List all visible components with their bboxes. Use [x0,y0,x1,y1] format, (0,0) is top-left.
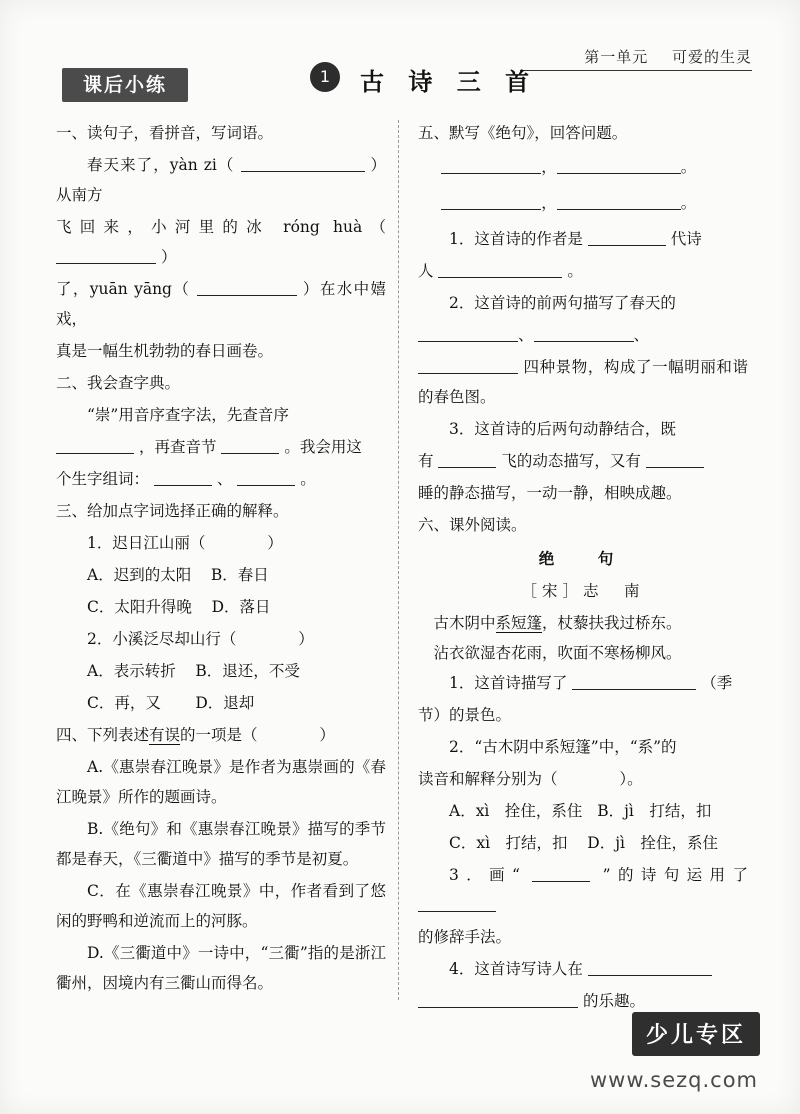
exercise-6-q3c: 的修辞手法。 [418,928,512,946]
answer-blank[interactable] [56,248,156,264]
site-url: www.sezq.com [589,1068,758,1092]
period: 。 [300,470,316,488]
answer-blank[interactable] [588,960,712,976]
section-badge-label: 课后小练 [82,74,167,96]
answer-blank[interactable] [418,326,518,342]
answer-blank[interactable] [418,358,518,374]
left-column [56,118,386,1000]
dictation-line-2[interactable]: ， 。 [418,188,748,218]
exercise-4-heading-a: 四、下列表述 [56,726,150,744]
dictation-line-1[interactable]: ， 。 [418,152,748,182]
exercise-1-line3b: ）在水中嬉戏， [56,280,386,328]
header-theme: 可爱的生灵 [671,48,752,66]
exercise-5-q3b: 有 [418,452,434,470]
answer-blank[interactable] [438,262,562,278]
exercise-2-line1: “崇”用音序查字法，先查音序 [87,406,289,424]
header-unit: 第一单元 [584,48,649,66]
exercise-4-optionC[interactable]: C．在《惠崇春江晚景》中，作者看到了悠闲的野鸭和逆流而上的河豚。 [56,882,386,930]
answer-blank[interactable] [646,452,704,468]
brand-watermark: 少儿专区 [632,1012,760,1056]
page-title: 古 诗 三 首 [360,67,538,96]
header-rule [520,70,752,71]
exercise-6-q4a: 4．这首诗写诗人在 [449,960,583,978]
exercise-3-q2: 2．小溪泛尽却山行（ [87,630,237,648]
exercise-3-q1-optionC[interactable]: C．太阳升得晚 [87,598,192,616]
exercise-5-q1c: 人 [418,262,434,280]
exercise-1-line4: 真是一幅生机勃勃的春日画卷。 [56,342,274,360]
exercise-2-line2a: ，再查音节 [138,438,217,456]
exercise-5-q2-tail: 四种景物，构成了一幅明丽和谐的春色图。 [418,358,748,406]
exercise-6-q1a: 1．这首诗描写了 [449,674,568,692]
exercise-6-q4b: 的乐趣。 [582,992,645,1010]
exercise-1-line1a: 春天来了，yàn zi（ [87,156,235,174]
exercise-5-q3c: 飞的动态描写，又有 [501,452,641,470]
column-divider [398,120,399,1000]
sep-dunhao: 、 [216,470,233,488]
exercise-1-line2b: ） [160,248,177,266]
exercise-4-optionA[interactable]: A.《惠崇春江晚景》是作者为惠崇画的《春江晚景》所作的题画诗。 [56,758,386,806]
paren-close: ） [267,534,283,552]
poem-author: ［宋］志 南 [521,582,645,600]
answer-blank[interactable] [237,470,295,486]
exercise-2-line2b: 。我会用这 [284,438,362,456]
exercise-4-heading-c: 的一项是（ [180,726,258,744]
exercise-5-q2: 2．这首诗的前两句描写了春天的 [449,294,676,312]
exercise-3-q2-optionB[interactable]: B．退还，不受 [195,662,300,680]
answer-blank[interactable] [418,992,578,1008]
exercise-1-line3a: 了，yuān yāng（ [56,280,191,298]
paren-close: ） [298,630,314,648]
exercise-4-optionD[interactable]: D.《三衢道中》一诗中，“三衢”指的是浙江衢州，因境内有三衢山而得名。 [56,944,386,992]
exercise-1-line2a: 飞回来，小河里的冰 róng huà（ [56,218,386,236]
exercise-3-q2-optionC[interactable]: C．再，又 [87,694,161,712]
answer-blank[interactable] [572,674,696,690]
answer-blank[interactable] [221,438,279,454]
exercise-5-heading: 五、默写《绝句》，回答问题。 [418,124,628,142]
exercise-1-heading: 一、读句子，看拼音，写词语。 [56,124,274,142]
exercise-4-optionB[interactable]: B.《绝句》和《惠崇春江晚景》描写的季节都是春天，《三衢道中》描写的季节是初夏。 [56,820,386,868]
exercise-5-q1b: 代诗 [670,230,702,248]
exercise-6-q2-optionB[interactable]: B．jì 打结，扣 [597,802,712,820]
exercise-3-q2-optionA[interactable]: A．表示转折 [87,662,176,680]
exercise-3-q1: 1．迟日江山丽（ [87,534,206,552]
exercise-2-line3: 个生字组词： [56,470,150,488]
exercise-3-q1-optionD[interactable]: D．落日 [211,598,271,616]
section-badge [62,68,188,102]
page-header [584,46,752,67]
poem-line-1: 古木阴中系短篷，杖藜扶我过桥东。 [433,614,682,632]
answer-blank[interactable] [534,326,634,342]
exercise-5-q1a: 1．这首诗的作者是 [449,230,583,248]
exercise-6-q2-optionD[interactable]: D．jì 拴住，系住 [587,834,718,852]
answer-blank[interactable] [441,158,541,174]
exercise-3-heading: 三、给加点字词选择正确的解释。 [56,502,289,520]
exercise-6-q2-optionC[interactable]: C．xì 打结，扣 [449,834,568,852]
answer-blank[interactable] [557,194,681,210]
exercise-4-heading-emphasis: 有误 [149,726,181,744]
exercise-6-q2-optionA[interactable]: A．xì 拴住，系住 [449,802,583,820]
exercise-6-q2c: ）。 [619,770,643,788]
exercise-5-q1d: 。 [567,262,583,280]
answer-blank[interactable] [154,470,212,486]
answer-blank[interactable] [532,866,590,882]
exercise-2-heading: 二、我会查字典。 [56,374,181,392]
answer-blank[interactable] [241,156,365,172]
lesson-number: 1 [310,62,340,92]
exercise-3-q1-optionB[interactable]: B．春日 [210,566,269,584]
exercise-3-q2-optionD[interactable]: D．退却 [195,694,255,712]
exercise-6-heading: 六、课外阅读。 [418,516,527,534]
answer-blank[interactable] [56,438,134,454]
exercise-3-q1-optionA[interactable]: A．迟到的太阳 [87,566,192,584]
exercise-6-q1b-tail: 节）的景色。 [418,706,512,724]
answer-blank[interactable] [557,158,681,174]
exercise-6-q2b: 读音和解释分别为（ [418,770,558,788]
answer-blank[interactable] [588,230,666,246]
poem-title: 绝 句 [538,549,628,568]
right-column: 五、默写《绝句》，回答问题。 ， 。 ， 。 1．这首诗的作者是 代诗 人 。 2．这首诗的前两句描写了春天的 、 、 四种景物，构成了一幅明丽和谐的春色图。 3．这首诗的后两句动静结合，既 有 飞的动态描写，又有 睡的静态描写，一动一静，相映成趣。 六、课外阅读。 绝 句 ［宋］志 南 古木阴中系短篷，杖藜扶我过桥东。 沾衣欲湿杏花雨，吹面不寒杨柳风。 1．这首诗描写了 （季 节）的景色。 2．“古木阴中系短篷”中，“系”的 读音和解释分别为（ ）。 A．xì 拴住，系住 B．jì 打结，扣 C．xì 打结，扣 D．jì 拴住，系住 3．画“ ”的诗句运用了 的修辞手法。 4．这首诗写诗人在 的乐趣。 [418,118,748,1018]
answer-blank[interactable] [197,280,297,296]
exercise-6-q3b: ”的诗句运用了 [602,866,748,884]
exercise-6-q2a: 2．“古木阴中系短篷”中，“系”的 [449,738,677,756]
exercise-5-q3a: 3．这首诗的后两句动静结合，既 [449,420,676,438]
exercise-1-line1b: ）从南方 [56,156,387,204]
poem-line-2: 沾衣欲湿杏花雨，吹面不寒杨柳风。 [433,644,682,662]
paren-close: ） [319,726,335,744]
exercise-5-q3d: 睡的静态描写，一动一静，相映成趣。 [418,484,682,502]
exercise-6-q3a: 3．画“ [449,866,520,884]
paren-open: （季 [701,674,733,692]
answer-blank[interactable] [438,452,496,468]
answer-blank[interactable] [418,896,496,912]
answer-blank[interactable] [441,194,541,210]
